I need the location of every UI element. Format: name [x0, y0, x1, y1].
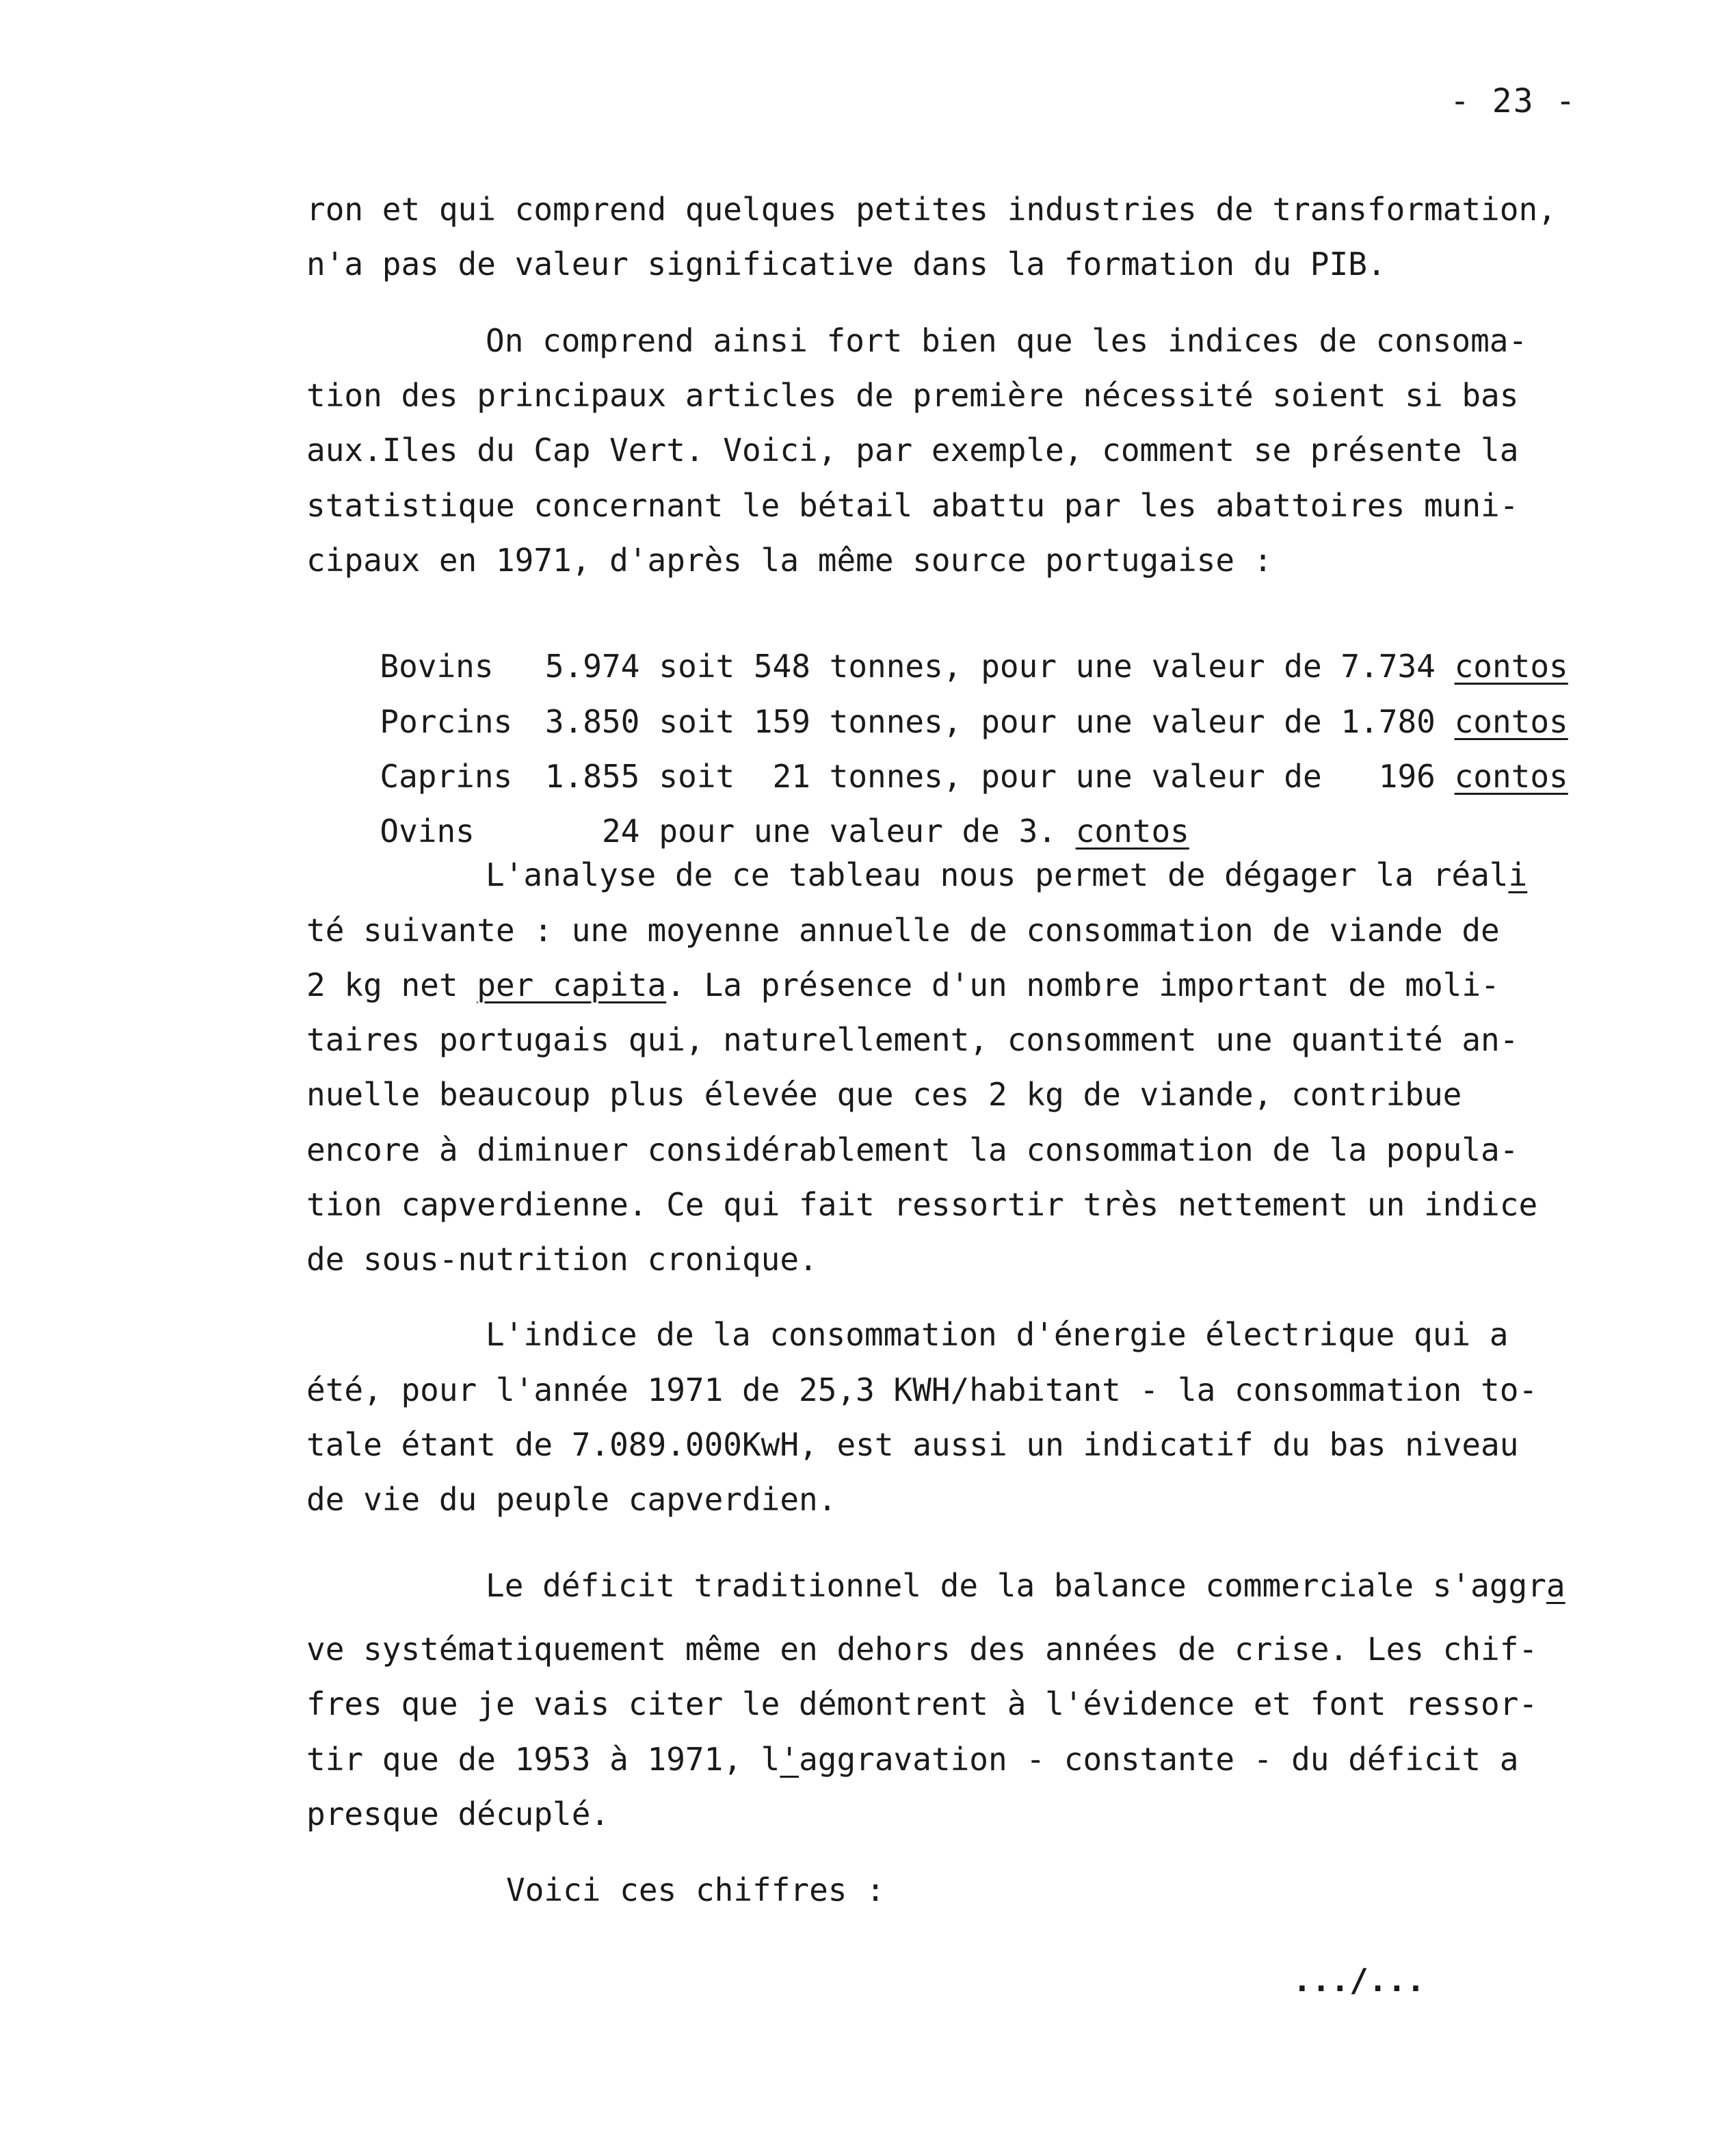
text-line: ron et qui comprend quelques petites industries de transformation,	[306, 191, 1557, 228]
text-line: On comprend ainsi fort bien que les indices de consoma-	[486, 322, 1528, 359]
text-line: tale étant de 7.089.000KwH, est aussi un indicatif du bas niveau	[306, 1426, 1519, 1463]
continuation-mark: .../...	[1293, 1962, 1425, 1999]
page-number: - 23 -	[1450, 82, 1577, 120]
text-line: L'analyse de ce tableau nous permet de dégager la réali	[486, 856, 1528, 893]
row-detail: soit 21 tonnes, pour une valeur de 196	[659, 758, 1436, 795]
text-line: presque décuplé.	[306, 1796, 610, 1832]
row-detail: pour une valeur de 3.	[659, 813, 1057, 850]
table-row	[342, 784, 1189, 850]
text-line: L'indice de la consommation d'énergie électrique qui a	[486, 1316, 1509, 1353]
text-line: de vie du peuple capverdien.	[306, 1481, 837, 1518]
animal-count: 24	[602, 813, 640, 850]
animal-name: Ovins	[380, 813, 475, 850]
text-line: tion capverdienne. Ce qui fait ressortir très nettement un indice	[306, 1186, 1538, 1223]
text-line: aux.Iles du Cap Vert. Voici, par exemple, comment se présente la	[306, 432, 1519, 469]
table-row	[342, 674, 1568, 740]
text-line: n'a pas de valeur significative dans la formation du PIB.	[306, 246, 1386, 282]
text-line: 2 kg net per capita. La présence d'un nombre important de moli-	[306, 967, 1500, 1003]
animal-name: Bovins	[380, 648, 494, 685]
row-detail: soit 159 tonnes, pour une valeur de 1.780	[659, 703, 1436, 740]
unit-label: contos	[1454, 703, 1568, 740]
text-line: statistique concernant le bétail abattu par les abattoires muni-	[306, 487, 1519, 524]
text-line: té suivante : une moyenne annuelle de consommation de viande de	[306, 912, 1500, 949]
text-line: de sous-nutrition cronique.	[306, 1241, 818, 1278]
table-row	[342, 619, 1568, 685]
text-line: été, pour l'année 1971 de 25,3 KWH/habitant - la consommation to-	[306, 1371, 1538, 1408]
text-line: ve systématiquement même en dehors des années de crise. Les chif-	[306, 1631, 1538, 1668]
text-line: cipaux en 1971, d'après la même source portugaise :	[306, 542, 1273, 579]
text-line: taires portugais qui, naturellement, consomment une quantité an-	[306, 1021, 1519, 1058]
animal-count: 3.850	[544, 703, 640, 740]
unit-label: contos	[1454, 758, 1568, 795]
unit-label: contos	[1075, 813, 1189, 850]
animal-name: Caprins	[380, 758, 513, 795]
text-line: nuelle beaucoup plus élevée que ces 2 kg de viande, contribue	[306, 1076, 1462, 1113]
animal-name: Porcins	[380, 703, 513, 740]
text-line: Le déficit traditionnel de la balance commerciale s'aggra	[486, 1567, 1565, 1604]
animal-count: 1.855	[544, 758, 640, 795]
closing-line: Voici ces chiffres :	[506, 1871, 885, 1908]
row-detail: soit 548 tonnes, pour une valeur de 7.734	[659, 648, 1436, 685]
text-line: fres que je vais citer le démontrent à l'évidence et font ressor-	[306, 1685, 1538, 1722]
text-line: encore à diminuer considérablement la consommation de la popula-	[306, 1131, 1519, 1168]
animal-count: 5.974	[544, 648, 640, 685]
text-line: tion des principaux articles de première nécessité soient si bas	[306, 377, 1519, 414]
unit-label: contos	[1454, 648, 1568, 685]
table-row	[342, 729, 1568, 795]
text-line: tir que de 1953 à 1971, l'aggravation - constante - du déficit a	[306, 1741, 1519, 1778]
